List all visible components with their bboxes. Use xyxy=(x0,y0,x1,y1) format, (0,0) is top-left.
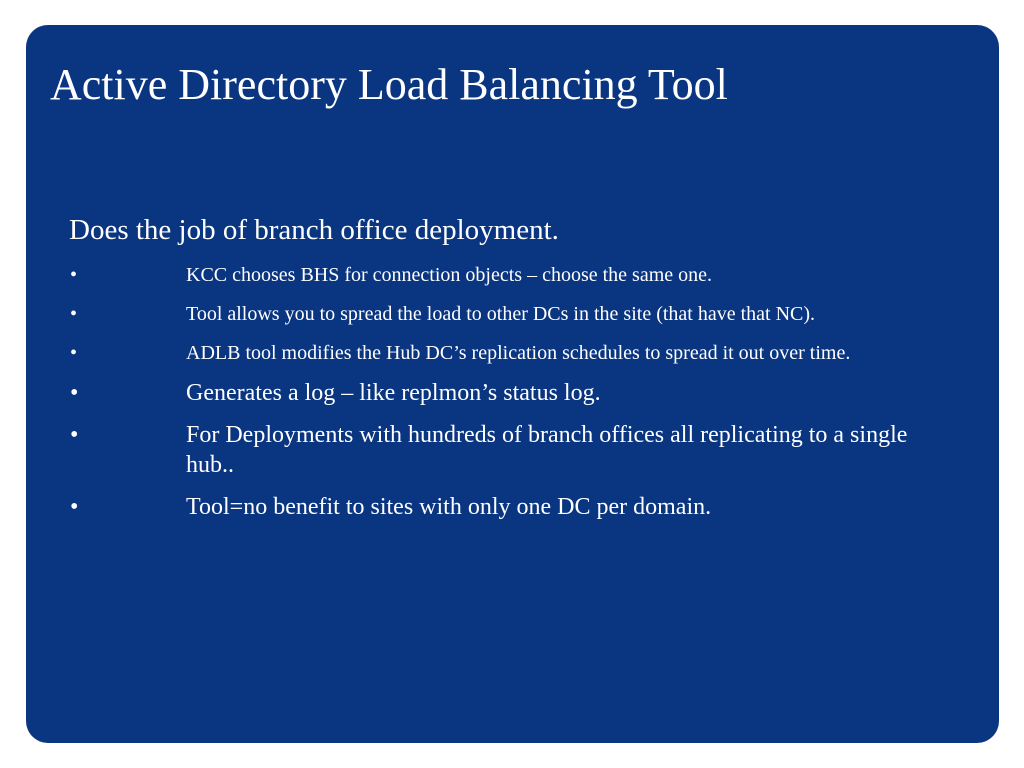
bullet-item xyxy=(69,300,949,328)
bullet-text: Tool allows you to spread the load to other DCs in the site (that have that NC). xyxy=(186,303,816,325)
bullet-text: Tool=no benefit to sites with only one DC per domain. xyxy=(186,494,712,520)
bullet-dot-icon: • xyxy=(70,494,79,520)
bullet-list xyxy=(69,261,949,534)
slide-title: Active Directory Load Balancing Tool xyxy=(50,60,728,109)
bullet-item xyxy=(69,261,949,289)
bullet-text: Generates a log – like replmon’s status log. xyxy=(186,380,601,406)
bullet-text: KCC chooses BHS for connection objects – choose the same one. xyxy=(186,264,713,286)
bullet-text: ADLB tool modifies the Hub DC’s replication schedules to spread it out over time. xyxy=(186,342,851,364)
bullet-dot-icon: • xyxy=(70,303,78,325)
bullet-dot-icon: • xyxy=(70,380,79,406)
bullet-item xyxy=(69,339,949,367)
bullet-item xyxy=(69,420,949,480)
bullet-dot-icon: • xyxy=(70,342,78,364)
slide xyxy=(26,25,999,743)
bullet-dot-icon: • xyxy=(70,264,78,286)
intro-text: Does the job of branch office deployment. xyxy=(69,214,559,246)
bullet-item xyxy=(69,492,949,522)
bullet-dot-icon: • xyxy=(70,422,79,448)
bullet-text: For Deployments with hundreds of branch offices all replicating to a single hub.. xyxy=(186,422,908,478)
bullet-item xyxy=(69,378,949,408)
